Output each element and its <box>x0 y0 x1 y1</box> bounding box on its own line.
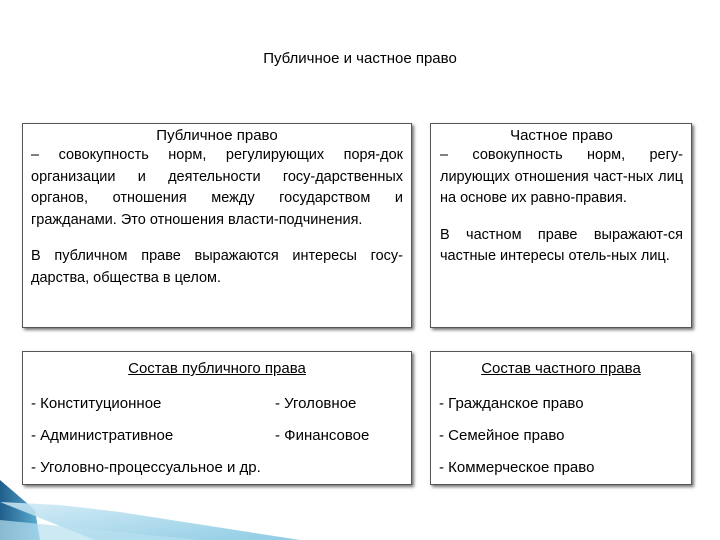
private-law-composition-box <box>430 351 692 485</box>
public-law-definition: – совокупность норм, регулирующих поря-док организации и деятельности госу-дарственных органов, отношения между государством и гражданами. Это отношения власти-подчинения. <box>31 147 403 228</box>
public-law-heading: Публичное право <box>156 127 278 144</box>
list-item: - Гражданское право <box>439 395 584 412</box>
list-item: - Уголовно-процессуальное и др. <box>31 459 261 476</box>
public-law-composition-heading: Состав публичного права <box>128 360 306 377</box>
page-title: Публичное и частное право <box>263 50 457 67</box>
list-item: - Семейное право <box>439 427 565 444</box>
public-law-interests: В публичном праве выражаются интересы госу-дарства, общества в целом. <box>31 248 403 286</box>
list-item: - Уголовное <box>275 395 357 412</box>
public-law-composition-box <box>22 351 412 485</box>
list-item: - Финансовое <box>275 427 370 444</box>
private-law-interests: В частном праве выражают-ся частные интересы отель-ных лиц. <box>440 226 683 264</box>
private-law-definition-box <box>430 123 692 328</box>
private-law-definition: – совокупность норм, регу-лирующих отношения част-ных лиц на основе их равно-правия. <box>440 147 683 206</box>
private-law-heading: Частное право <box>510 127 613 144</box>
private-law-composition-heading: Состав частного права <box>481 360 641 377</box>
list-item: - Конституционное <box>31 395 162 412</box>
list-item: - Коммерческое право <box>439 459 595 476</box>
public-law-definition-box <box>22 123 412 328</box>
list-item: - Административное <box>31 427 174 444</box>
